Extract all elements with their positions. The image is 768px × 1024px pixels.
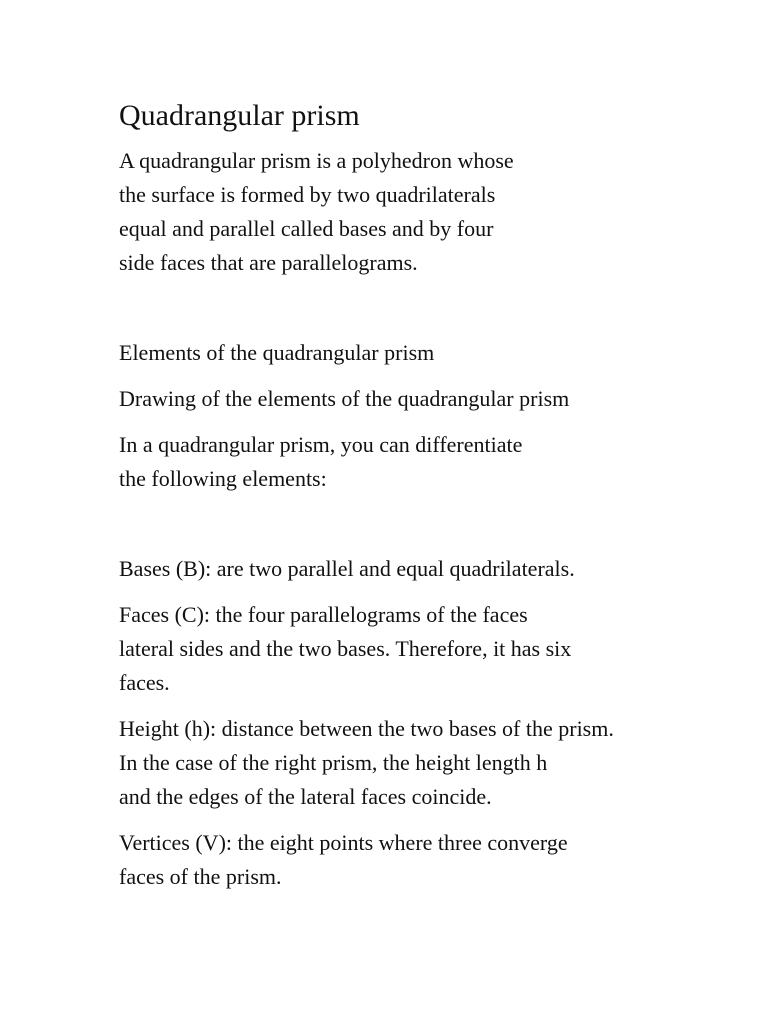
text-line: faces. <box>119 670 170 695</box>
text-line: A quadrangular prism is a polyhedron whose <box>119 148 514 173</box>
section-heading-elements <box>119 336 719 370</box>
text-line: Vertices (V): the eight points where three converge <box>119 830 568 855</box>
page-title: Quadrangular prism <box>119 99 360 132</box>
text-line: the following elements: <box>119 466 327 491</box>
text-line: side faces that are parallelograms. <box>119 250 418 275</box>
paragraph-intro-elements <box>119 428 719 496</box>
paragraph-vertices <box>119 826 719 894</box>
text-line: In the case of the right prism, the height length h <box>119 750 548 775</box>
paragraph-definition <box>119 144 719 280</box>
text-line: Elements of the quadrangular prism <box>119 340 435 365</box>
paragraph-bases <box>119 552 719 586</box>
text-line: Drawing of the elements of the quadrangular prism <box>119 386 570 411</box>
text-line: faces of the prism. <box>119 864 282 889</box>
paragraph-drawing <box>119 382 719 416</box>
text-line: Bases (B): are two parallel and equal quadrilaterals. <box>119 556 575 581</box>
text-line: and the edges of the lateral faces coincide. <box>119 784 492 809</box>
document-body <box>119 96 719 894</box>
text-line: the surface is formed by two quadrilaterals <box>119 182 496 207</box>
text-line: In a quadrangular prism, you can differentiate <box>119 432 523 457</box>
text-line: Height (h): distance between the two bases of the prism. <box>119 716 614 741</box>
text-line: equal and parallel called bases and by four <box>119 216 494 241</box>
text-line: Faces (C): the four parallelograms of the faces <box>119 602 528 627</box>
paragraph-height <box>119 712 719 814</box>
text-line: lateral sides and the two bases. Therefore, it has six <box>119 636 572 661</box>
paragraph-faces <box>119 598 719 700</box>
